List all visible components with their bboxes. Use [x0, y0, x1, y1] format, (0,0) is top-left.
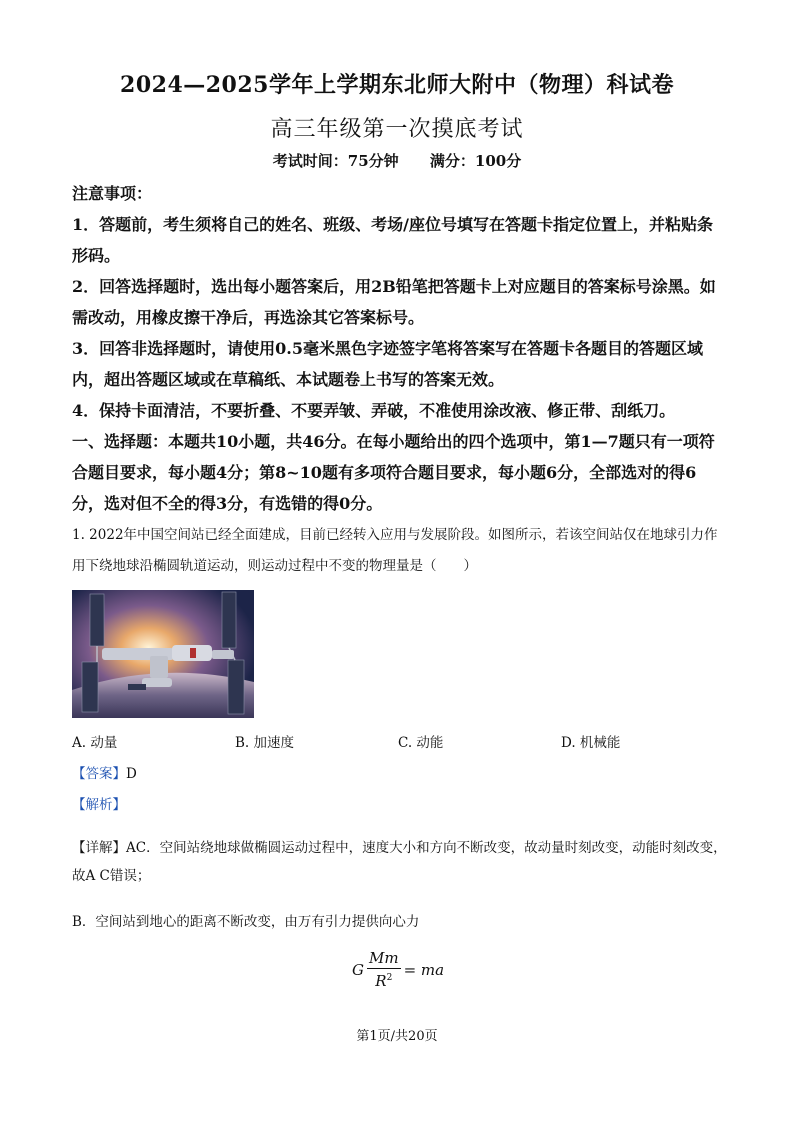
analysis-tag: 【解析】 [72, 797, 126, 813]
formula-fraction [367, 950, 401, 990]
notes-heading: 注意事项： [72, 184, 153, 203]
formula-denominator [373, 969, 394, 990]
detail-ac: 【详解】AC．空间站绕地球做椭圆运动过程中，速度大小和方向不断改变，故动量时刻改变，动能时刻改变，故A C错误； [72, 840, 727, 884]
formula-g: G [352, 961, 364, 979]
option-c: C. 动能 [398, 735, 444, 751]
exam-title: 2024—2025学年上学期东北师大附中（物理）科试卷 [120, 72, 674, 98]
full-score: 满分：100分 [429, 152, 522, 170]
section-instructions: 一、选择题：本题共10小题，共46分。在每小题给出的四个选项中，第1—7题只有一项符合题目要求，每小题4分；第8~10题有多项符合题目要求，每小题6分，全部选对的得6分，选对但不全的得3分，有选错的得0分。 [72, 432, 715, 513]
analysis-line [72, 793, 126, 813]
formula-den-exp: 2 [386, 973, 393, 983]
option-b: B. 加速度 [235, 735, 295, 751]
exam-info [0, 150, 794, 171]
option-a: A. 动量 [72, 735, 118, 751]
exam-time: 考试时间：75分钟 [272, 152, 399, 170]
note-item: 1．答题前，考生须将自己的姓名、班级、考场/座位号填写在答题卡指定位置上，并粘贴条形码。 [72, 215, 713, 265]
question-1-options [72, 731, 728, 751]
space-station-illustration [72, 590, 254, 718]
detail-b: B．空间站到地心的距离不断改变，由万有引力提供向心力 [72, 914, 420, 930]
exam-subtitle: 高三年级第一次摸底考试 [270, 117, 524, 142]
answer-tag: 【答案】 [72, 766, 126, 782]
notes-section [72, 178, 728, 519]
answer-value: D [126, 766, 137, 782]
formula-den-base: R [375, 972, 387, 990]
option-d: D. 机械能 [561, 735, 621, 751]
note-item: 2．回答选择题时，选出每小题答案后，用2B铅笔把答题卡上对应题目的答案标号涂黑。如需改动，用橡皮擦干净后，再选涂其它答案标号。 [72, 277, 716, 327]
gravity-formula [352, 950, 444, 990]
note-item: 4．保持卡面清洁，不要折叠、不要弄皱、弄破，不准使用涂改液、修正带、刮纸刀。 [72, 401, 676, 420]
formula-numerator: Mm [368, 949, 399, 967]
answer-line [72, 762, 137, 782]
space-station-image [72, 590, 254, 718]
note-item: 3．回答非选择题时，请使用0.5毫米黑色字迹签字笔将答案写在答题卡各题目的答题区域内，超出答题区域或在草稿纸、本试题卷上书写的答案无效。 [72, 339, 703, 389]
page-footer: 第1页/共20页 [356, 1029, 438, 1044]
question-1-stem: 1. 2022年中国空间站已经全面建成，目前已经转入应用与发展阶段。如图所示，若该空间站仅在地球引力作用下绕地球沿椭圆轨道运动，则运动过程中不变的物理量是（ ） [72, 527, 718, 574]
formula-rhs: = ma [403, 961, 445, 979]
